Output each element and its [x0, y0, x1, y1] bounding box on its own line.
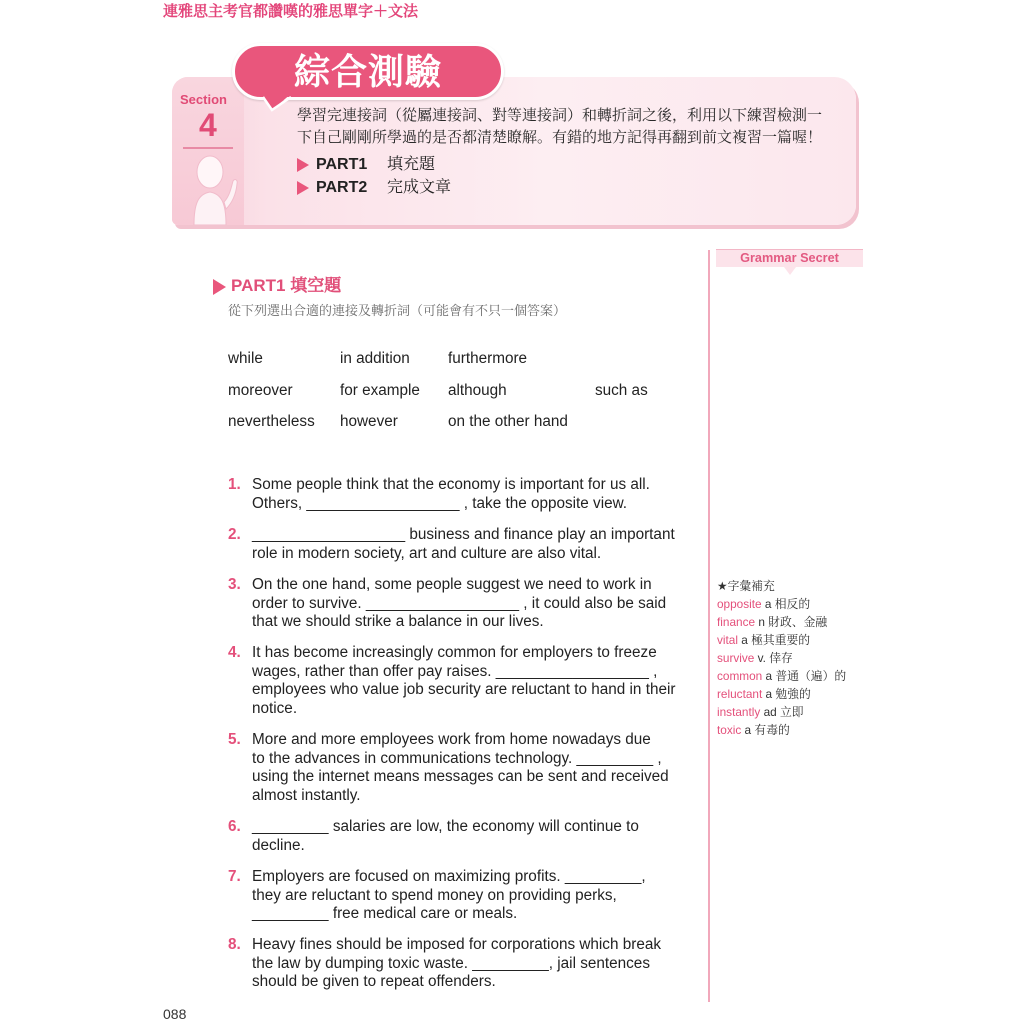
question-text: they are reluctant to spend money on providing perks, — [252, 886, 617, 904]
play-triangle-icon — [297, 181, 309, 195]
vocab-pos: ad — [763, 705, 777, 719]
question-text: _________ free medical care or meals. — [252, 905, 518, 922]
speech-bubble-tail — [258, 93, 298, 115]
vocab-pos: a — [764, 597, 772, 611]
question-text: decline. — [252, 836, 305, 854]
vocab-meaning: 財政、金融 — [768, 615, 828, 629]
part-name: 完成文章 — [387, 179, 452, 196]
vocab-meaning: 極其重要的 — [751, 633, 811, 647]
question-text: It has become increasingly common for employers to freeze — [252, 644, 657, 661]
word-bank-item: such as — [595, 382, 648, 399]
question-number: 2. — [228, 526, 241, 543]
part-label: PART1 — [316, 156, 368, 173]
part-label: PART2 — [316, 179, 368, 196]
word-bank-item: in addition — [340, 350, 410, 367]
vocab-pos: n — [758, 615, 765, 629]
word-bank-item: for example — [340, 382, 420, 399]
question-text: employees who value job security are reluctant to hand in their — [252, 681, 676, 698]
question-text: More and more employees work from home nowadays due — [252, 731, 651, 748]
word-bank-item: although — [448, 382, 507, 399]
word-bank-item: nevertheless — [228, 413, 315, 430]
question-text: that we should strike a balance in our lives. — [252, 613, 544, 630]
running-title: 連雅思主考官都讚嘆的雅思單字＋文法 — [163, 3, 419, 20]
vocab-word: survive — [717, 651, 755, 665]
vocab-meaning: 相反的 — [774, 597, 811, 611]
vocab-pos: v. — [757, 651, 766, 665]
question-text: On the one hand, some people suggest we need to work in — [252, 576, 652, 593]
question-item — [228, 868, 646, 924]
vocab-pos: a — [765, 669, 773, 683]
page-number: 088 — [163, 1006, 187, 1022]
question-number: 8. — [228, 936, 241, 953]
vocab-word: finance — [717, 615, 756, 629]
vocab-word: opposite — [717, 597, 762, 611]
question-item — [228, 476, 650, 513]
vocab-list — [717, 577, 846, 739]
question-text: notice. — [252, 699, 298, 717]
question-text: Some people think that the economy is important for us all. — [252, 476, 650, 493]
question-text: Employers are focused on maximizing profits. _________, — [252, 868, 646, 885]
vocab-title: ★字彙補充 — [717, 579, 775, 593]
question-number: 5. — [228, 731, 241, 748]
vocab-word: instantly — [717, 705, 761, 719]
sidebar-divider — [708, 250, 710, 1002]
question-text: wages, rather than offer pay raises. __________________ , — [252, 662, 658, 680]
question-text: Heavy fines should be imposed for corporations which break — [252, 936, 661, 953]
word-bank-item: moreover — [228, 382, 293, 399]
question-number: 3. — [228, 576, 241, 593]
question-item — [228, 576, 666, 632]
part-name: 填充題 — [387, 156, 436, 173]
question-text: _________ salaries are low, the economy will continue to — [252, 818, 639, 835]
exercise-instruction: 從下列選出合適的連接及轉折詞（可能會有不只一個答案） — [228, 303, 567, 318]
vocab-meaning: 倖存 — [769, 651, 793, 665]
vocab-item — [717, 703, 846, 721]
question-number: 6. — [228, 818, 241, 835]
question-item — [228, 818, 639, 855]
vocab-meaning: 普通（遍）的 — [775, 669, 847, 683]
question-number: 7. — [228, 868, 241, 885]
question-text: __________________ business and finance play an important — [252, 526, 675, 543]
word-bank-item: however — [340, 413, 398, 430]
question-text: Others, __________________ , take the opposite view. — [252, 494, 628, 512]
play-triangle-icon — [297, 158, 309, 172]
word-bank-item: on the other hand — [448, 413, 568, 430]
intro-line: 下自己剛剛所學過的是否都清楚瞭解。有錯的地方記得再翻到前文複習一篇喔！ — [297, 129, 823, 146]
vocab-meaning: 立即 — [779, 705, 804, 719]
vocab-meaning: 有毒的 — [754, 723, 790, 737]
question-item — [228, 644, 675, 718]
vocab-item — [717, 613, 846, 631]
vocab-item — [717, 649, 846, 667]
question-text: the law by dumping toxic waste. _________, jail sentences — [252, 954, 650, 972]
question-text: should be given to repeat offenders. — [252, 973, 496, 990]
question-text: to the advances in communications technology. _________ , — [252, 749, 662, 767]
vocab-item — [717, 595, 846, 613]
vocab-item — [717, 667, 846, 685]
word-bank-item: furthermore — [448, 350, 528, 367]
section-number: 4 — [199, 107, 217, 143]
sidebar-label: Grammar Secret — [716, 249, 863, 267]
person-silhouette-icon — [180, 152, 244, 225]
section-label: Section — [180, 92, 227, 107]
vocab-item — [717, 721, 846, 739]
question-number: 4. — [228, 644, 241, 661]
vocab-pos: a — [765, 687, 773, 701]
section-title: 綜合測驗 — [232, 43, 504, 100]
vocab-word: common — [717, 669, 763, 683]
vocab-word: reluctant — [717, 687, 763, 701]
section-divider — [183, 147, 233, 149]
question-text: order to survive. __________________ , it could also be said — [252, 594, 667, 612]
vocab-pos: a — [741, 633, 748, 647]
vocab-item — [717, 631, 846, 649]
word-bank-item: while — [228, 350, 263, 367]
vocab-item — [717, 685, 846, 703]
vocab-word: vital — [717, 633, 738, 647]
vocab-pos: a — [744, 723, 752, 737]
question-item — [228, 936, 661, 992]
exercise-heading: PART1 填空題 — [231, 276, 342, 295]
play-triangle-icon — [213, 279, 226, 295]
intro-line: 學習完連接詞（從屬連接詞、對等連接詞）和轉折詞之後，利用以下練習檢測一 — [297, 107, 823, 124]
question-text: almost instantly. — [252, 786, 361, 804]
question-number: 1. — [228, 476, 241, 493]
question-text: role in modern society, art and culture are also vital. — [252, 544, 602, 562]
vocab-meaning: 勉強的 — [775, 687, 811, 701]
down-arrow-icon — [784, 267, 796, 275]
vocab-word: toxic — [717, 723, 742, 737]
question-item — [228, 731, 669, 805]
question-item — [228, 526, 675, 563]
question-text: using the internet means messages can be sent and received — [252, 768, 669, 785]
